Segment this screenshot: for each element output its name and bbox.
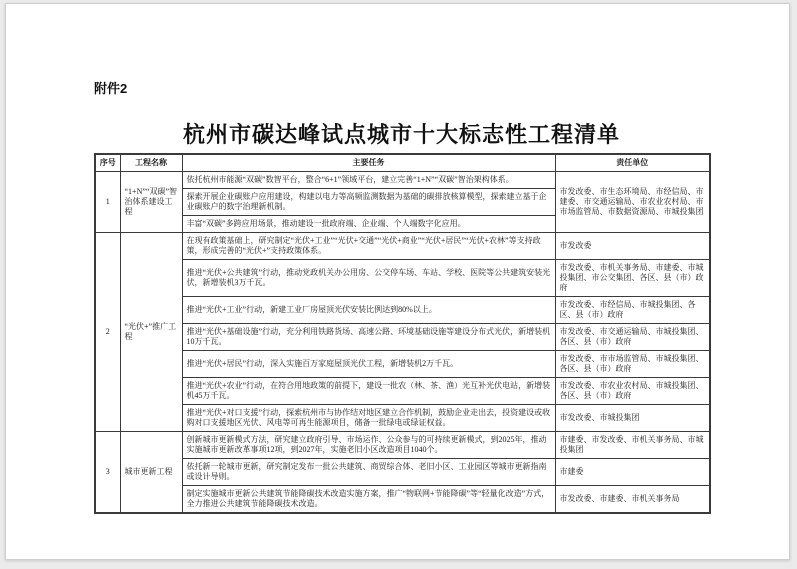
cell-responsible-units: 市发改委、市市场监管局、市城投集团、各区、县（市）政府 — [555, 351, 710, 378]
cell-main-task: 创新城市更新模式方法，研究建立政府引导、市场运作、公众参与的可持续更新模式，到2025年，推动实施城市更新改革事项12项，到2027年，实施老旧小区改造项目1040个。 — [182, 432, 555, 459]
cell-responsible-units: 市发改委、市建委、市机关事务局 — [555, 486, 710, 514]
cell-main-task: 推进“光伏+公共建筑”行动，推动党政机关办公用房、公交停车场、车站、学校、医院等公共建筑安装光伏，新增装机3万千瓦。 — [182, 260, 555, 297]
document-page — [5, 3, 790, 560]
table-row — [95, 324, 710, 351]
cell-responsible-units: 市建委、市发改委、市机关事务局、市城投集团 — [555, 432, 710, 459]
cell-responsible-units: 市发改委、市机关事务局、市建委、市城投集团、市公交集团、各区、县（市）政府 — [555, 260, 710, 297]
page-title: 杭州市碳达峰试点城市十大标志性工程清单 — [182, 122, 620, 147]
cell-responsible-units: 市发改委、市经信局、市城投集团、各区、县（市）政府 — [555, 297, 710, 324]
cell-responsible-units: 市发改委、市生态环境局、市经信局、市建委、市交通运输局、市农业农村局、市市场监管局、市数据资源局、市城投集团 — [555, 172, 710, 233]
table-row — [95, 233, 710, 260]
cell-project-name: “1+N”“双碳”智治体系建设工程 — [120, 172, 182, 233]
table-row — [95, 378, 710, 405]
table-row — [95, 405, 710, 432]
cell-main-task: 依托杭州市能源“双碳”数智平台，整合“6+1”领域平台，建立完善“1+N”“双碳”智治架构体系。 — [182, 172, 555, 189]
cell-project-name: “光伏+”推广工程 — [120, 233, 182, 432]
table-row — [95, 260, 710, 297]
header-cell-main-tasks: 主要任务 — [182, 154, 555, 172]
cell-responsible-units: 市建委 — [555, 459, 710, 486]
cell-project-name: 城市更新工程 — [120, 432, 182, 514]
attachment-label: 附件2 — [94, 81, 128, 96]
cell-main-task: 推进“光伏+居民”行动，深入实施百万家庭屋顶光伏工程，新增装机2万千瓦。 — [182, 351, 555, 378]
cell-responsible-units: 市发改委 — [555, 233, 710, 260]
cell-serial-number: 1 — [95, 172, 120, 233]
cell-main-task: 丰富“双碳”多跨应用场景，推动建设一批政府端、企业端、个人端数字化应用。 — [182, 216, 555, 233]
table-row — [95, 297, 710, 324]
table-row — [95, 486, 710, 514]
cell-main-task: 推进“光伏+基础设施”行动，充分利用铁路货场、高速公路、环境基础设施等建设分布式光伏，新增装机10万千瓦。 — [182, 324, 555, 351]
cell-responsible-units: 市发改委、市农业农村局、市城投集团、各区、县（市）政府 — [555, 378, 710, 405]
cell-main-task: 在现有政策基础上，研究制定“光伏+工业”“光伏+交通”“光伏+商业”“光伏+居民”“光伏+农林”等支持政策，形成完善的“光伏+”支持政策体系。 — [182, 233, 555, 260]
projects-table — [94, 153, 711, 514]
cell-main-task: 制定实施城市更新公共建筑节能降碳技术改造实施方案，推广“物联网+节能降碳”等“轻量化改造”方式，全力推进公共建筑节能降碳技术改造。 — [182, 486, 555, 514]
table-row — [95, 351, 710, 378]
cell-responsible-units: 市发改委、市城投集团 — [555, 405, 710, 432]
cell-main-task: 推进“光伏+对口支援”行动，探索杭州市与协作结对地区建立合作机制，鼓励企业走出去，投资建设或收购对口支援地区光伏、风电等可再生能源项目，储备一批绿电或绿证权益。 — [182, 405, 555, 432]
cell-responsible-units: 市发改委、市交通运输局、市城投集团、各区、县（市）政府 — [555, 324, 710, 351]
table-row — [95, 172, 710, 189]
cell-main-task: 依托新一轮城市更新，研究制定发布一批公共建筑、商贸综合体、老旧小区、工业园区等城市更新指南或设计导则。 — [182, 459, 555, 486]
header-cell-responsible-units: 责任单位 — [555, 154, 710, 172]
cell-serial-number: 3 — [95, 432, 120, 514]
table-row — [95, 459, 710, 486]
cell-serial-number: 2 — [95, 233, 120, 432]
table-header-row — [95, 154, 710, 172]
table-row — [95, 432, 710, 459]
header-cell-project-name: 工程名称 — [120, 154, 182, 172]
cell-main-task: 探索开展企业碳账户应用建设，构建以电力等高频监测数据为基础的碳排放核算模型，探索建立基于企业碳账户的数字治理新机制。 — [182, 189, 555, 216]
header-cell-serial-number: 序号 — [95, 154, 120, 172]
cell-main-task: 推进“光伏+农业”行动，在符合用地政策的前提下，建设一批农（林、茶、渔）光互补光伏电站，新增装机45万千瓦。 — [182, 378, 555, 405]
cell-main-task: 推进“光伏+工业”行动，新建工业厂房屋顶光伏安装比例达到80%以上。 — [182, 297, 555, 324]
